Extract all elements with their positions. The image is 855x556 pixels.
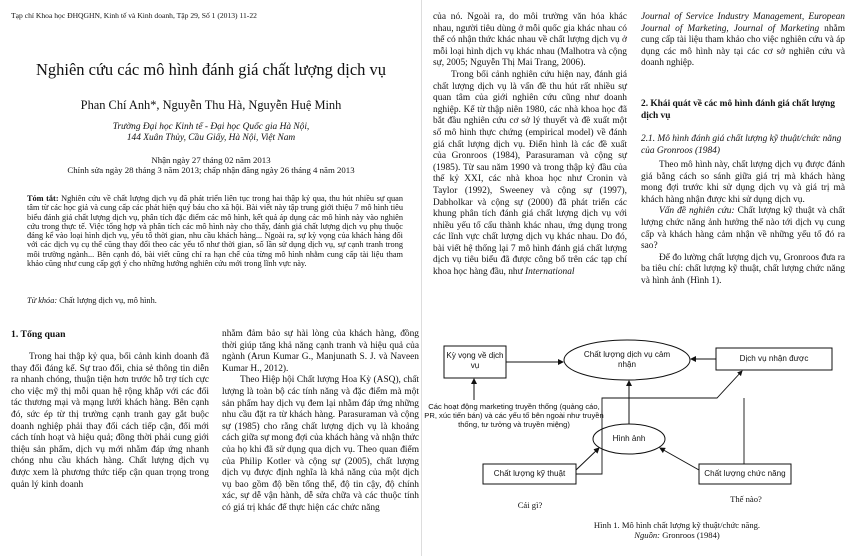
journal-name: International — [525, 267, 575, 278]
caption-text: Hình 1. Mô hình chất lượng kỹ thuật/chức năng. — [593, 520, 761, 530]
keywords-label: Từ khóa: — [27, 296, 58, 305]
node-functional: Chất lượng chức năng — [704, 469, 786, 478]
section-heading-2: 2. Khái quát về các mô hình đánh giá chất lượng dịch vụ — [641, 99, 835, 121]
affiliation-line-2: 144 Xuân Thủy, Cầu Giấy, Hà Nội, Việt Nam — [126, 133, 296, 143]
section-heading-1: 1. Tổng quan — [11, 329, 66, 340]
caption-source — [527, 530, 827, 540]
node-image: Hình ảnh — [612, 434, 646, 443]
left-column-2 — [222, 329, 419, 515]
left-page — [0, 0, 422, 556]
keywords — [27, 296, 403, 305]
paragraph: Theo Hiệp hội Chất lượng Hoa Kỳ (ASQ), chất lượng là toàn bộ các tính năng và đặc điểm mà một sản phẩm hay dịch vụ đem lại nhằm đáp ứng những nhu cầu đặt ra từ khách hàng. Parasuraman và cộng sự (1985) cho rằng chất lượng dịch vụ là khoảng cách giữa sự mong đợi của khách hàng và nhận thức của họ khi đã sử dụng qua dịch vụ. Theo quan điểm của Philip Kotler và cộng sự (2005), chất lượng dịch vụ được định nghĩa là khả năng của một dịch vụ bao gồm độ bền tổng thể, độ tin cậy, độ chính xác, sự dễ vận hành, dễ sửa chữa và các thuộc tính có giá trị khác để thực hiện các chức năng — [222, 375, 419, 513]
paragraph: của nó. Ngoài ra, do môi trường văn hóa khác nhau, người tiêu dùng ở mỗi quốc gia khác nhau có thể có nhận thức khác nhau về chất lượng dịch vụ ở mỗi loại hình dịch vụ khác nhau (Malhotra và cộng sự, 2005; Nguyễn Thị Mai Trang, 2006). — [433, 12, 627, 69]
revised-date: Chỉnh sửa ngày 28 tháng 3 năm 2013; chấp nhận đăng ngày 26 tháng 4 năm 2013 — [67, 165, 355, 175]
paragraph — [433, 70, 627, 279]
paragraph: Theo mô hình này, chất lượng dịch vụ được đánh giá bằng cách so sánh giữa giá trị mà khách hàng mong đợi trước khi sử dụng dịch vụ và giá trị mà khách hàng nhận được khi sử dụng dịch vụ. — [641, 160, 845, 205]
authors: Phan Chí Anh*, Nguyễn Thu Hà, Nguyễn Huệ Minh — [80, 98, 342, 112]
journal-names: Journal of Service Industry Management, European Journal of Marketing, Journal of Marketing — [641, 12, 845, 34]
arrow-technical-image — [576, 448, 599, 470]
right-column-2-top — [641, 12, 845, 70]
paragraph — [641, 12, 845, 70]
paragraph: Trong hai thập kỷ qua, bối cảnh kinh doanh đã thay đổi đáng kể. Sự trao đổi, chia sẻ thông tin diễn ra nhanh chóng, thuận tiện hơn trước hỗ trợ tích cực cho việc mỹ thị mỗi quan hệ rộng khắp với các đối tác thương mại và mạng lưới khách hàng. Bên cạnh đó, sức ép từ thị trường cạnh tranh gay gắt buộc doanh nghiệp phải thay đổi cách tiếp cận, đổi mới cách tính hoạt và hiệu quả; đồng thời phải cung giới thiệu sản phẩm, dịch vụ mới nhằm đáp ứng nhanh chóng nhu cầu khách hàng. Chất lượng dịch vụ được xem là phương thức tiếp cận quan trọng trong quản lý kinh doanh — [11, 352, 209, 490]
node-expected: Kỳ vọng về dịch vụ — [446, 351, 504, 370]
affiliation — [0, 122, 422, 144]
paragraph-text: Chất lượng kỹ thuật và chất lượng chức năng ảnh hưởng thế nào tới dịch vụ cung cấp và khách hàng cảm nhận về những yếu tố đó ra sao? — [641, 206, 845, 252]
affiliation-line-1: Trường Đại học Kinh tế - Đại học Quốc gia Hà Nội, — [112, 122, 310, 132]
subsection-heading: 2.1. Mô hình đánh giá chất lượng kỹ thuật/chức năng của Gronroos (1984) — [641, 134, 842, 156]
label-what: Cái gì? — [517, 500, 543, 510]
abstract-text: Nghiên cứu về chất lượng dịch vụ đã phát triển liên tục trong hai thập kỷ qua, thu hút nhiều sự quan tâm từ các học giả và cung cấp các phát hiện quý báu cho xã hội. Bài viết này tập trung giới thiệu 7 mô hình tiêu biểu đánh giá chất lượng dịch vụ, phân tích đặc điểm các mô hình, kết quả áp dụng các mô hình này vào nghiên cứu trong thực tế. Việc tổng hợp và phân tích các mô hình này cho thấy, đánh giá chất lượng dịch vụ phụ thuộc đáng kể vào loại hình dịch vụ, yếu tố thời gian, nhu cầu khách hàng... Ngoài ra, sự kỳ vọng của khách hàng đối với các dịch vụ cụ thể cũng thay đổi theo các yếu tố như thời gian, số lần sử dụng dịch vụ, sự cạnh tranh trong môi trường ngành... Bên cạnh đó, bài viết cũng chỉ ra hạn chế của từng mô hình nhằm cung cấp tài liệu tham khảo cũng như cung cấp gợi ý cho những hướng nghiên cứu mới trong lĩnh vực này. — [27, 194, 404, 269]
right-column-2-body — [641, 160, 845, 288]
node-perceived: Chất lượng dịch vụ cảm nhận — [583, 350, 671, 369]
abstract-label: Tóm tắt: — [27, 194, 59, 203]
arrow-functional-image — [660, 448, 699, 470]
label-how: Thế nào? — [730, 494, 762, 504]
source-label: Nguồn: — [634, 530, 661, 540]
abstract — [27, 194, 403, 268]
node-technical: Chất lượng kỹ thuật — [493, 469, 566, 478]
figure-caption — [527, 520, 827, 540]
node-received: Dịch vụ nhận được — [739, 354, 809, 363]
journal-header: Tạp chí Khoa học ĐHQGHN, Kinh tế và Kinh doanh, Tập 29, Số 1 (2013) 11-22 — [11, 11, 257, 20]
source-text: Gronroos (1984) — [662, 530, 720, 540]
right-page — [422, 0, 855, 556]
paragraph: Để đo lường chất lượng dịch vụ, Gronroos đưa ra ba tiêu chí: chất lượng kỹ thuật, chất lượng chức năng và hình ảnh (Hình 1). — [641, 252, 845, 286]
paper-title: Nghiên cứu các mô hình đánh giá chất lượng dịch vụ — [35, 60, 387, 79]
right-column-1 — [433, 12, 627, 279]
paragraph: nhằm đảm bảo sự hài lòng của khách hàng, đồng thời giúp tăng khả năng cạnh tranh và hiệu quả của ngành (Arun Kumar G., Manjunath S. J. và Naveen Kumar H., 2012). — [222, 329, 419, 374]
dates — [0, 155, 422, 175]
paragraph-text: Trong bối cảnh nghiên cứu hiện nay, đánh giá chất lượng dịch vụ là vấn đề thu hút rất nhiều sự quan tâm của giới nghiên cứu cũng như doanh nghiệp. Kể từ thập niên 1980, các nhà khoa học đã bắt đầu nghiên cứu cơ sở lý thuyết và đề xuất một số mô hình thực chứng (empirical model) về đánh giá chất lượng dịch vụ. Điển hình là các đề xuất của Gronroos (1984), Parasuraman và cộng sự (1985). Từ sau năm 1990 và trong thập kỷ đầu của thế kỷ XXI, các nhà khoa học như Cronin và Taylor (1992), Sweeney và cộng sự (1997), Dabholkar và cộng sự (2000) đã phát triển các khung phân tích đánh giá chất lượng dịch vụ với nhiều yếu tố cấu thành khác nhau, ứng dụng trong các lĩnh vực chất lượng dịch vụ khác nhau. Do đó, bài viết hệ thống lại 7 mô hình đánh giá chất lượng dịch vụ tiêu biểu đã được công bố trên các tạp chí khoa học hàng đầu, như — [433, 69, 627, 278]
left-column-1 — [11, 352, 209, 491]
keywords-text: Chất lượng dịch vụ, mô hình. — [59, 296, 157, 305]
research-question-label: Vấn đề nghiên cứu: — [659, 206, 735, 217]
paragraph-text: nhằm cung cấp tài liệu tham khảo cho việc nghiên cứu và áp dụng các mô hình này tại các cơ sở nghiên cứu và doanh nghiệp. — [641, 23, 845, 69]
received-date: Nhận ngày 27 tháng 02 năm 2013 — [151, 155, 271, 165]
node-marketing: Các hoạt động marketing truyền thống (quảng cáo, PR, xúc tiến bán) và các yếu tố bên ngoài như truyền thống, tư tưởng và truyền miệng) — [424, 402, 604, 429]
paragraph — [641, 206, 845, 252]
